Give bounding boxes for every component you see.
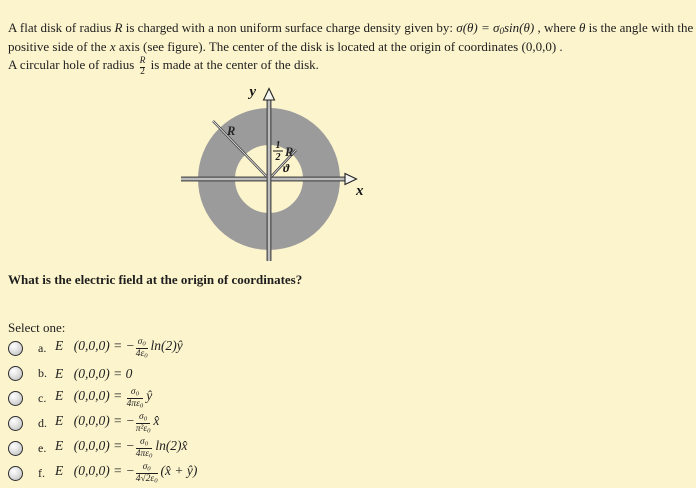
select-one-label: Select one: <box>8 320 66 335</box>
formula-lhs: E⃗(0,0,0) = <box>55 388 126 403</box>
formula-lhs: E⃗(0,0,0) = − <box>55 438 135 453</box>
numerator-subscript: 0 <box>147 465 151 473</box>
radio-button-a[interactable] <box>8 341 23 356</box>
half-fraction-numerator: 1 <box>275 140 281 151</box>
option-formula <box>55 462 197 485</box>
charge-density-formula: sin(θ) <box>503 20 535 35</box>
problem-statement <box>8 18 694 56</box>
radio-button-c[interactable] <box>8 391 23 406</box>
formula-fraction <box>127 387 144 410</box>
fraction-denominator: 4√2ε <box>135 474 155 484</box>
theta-angle-label: ϑ <box>283 161 290 175</box>
radio-button-f[interactable] <box>8 466 23 481</box>
disk-figure <box>178 82 378 264</box>
x-symbol: x <box>109 39 116 54</box>
option-letter: e. <box>38 441 47 455</box>
denominator-subscript: 0 <box>147 427 151 435</box>
fraction-denominator: 4ε <box>135 349 145 359</box>
half-radius-fraction <box>140 57 146 78</box>
denominator-subscript: 0 <box>154 477 158 485</box>
formula-lhs: E⃗(0,0,0) = − <box>55 413 135 428</box>
option-d[interactable] <box>8 411 197 436</box>
charge-density-formula: σ(θ) = σ <box>456 20 500 35</box>
fraction-numerator: σ <box>130 387 136 398</box>
formula-fraction <box>136 337 148 360</box>
fraction-numerator: σ <box>142 462 148 473</box>
option-formula <box>55 337 183 360</box>
fraction-numerator: σ <box>137 337 143 348</box>
radio-button-b[interactable] <box>8 366 23 381</box>
option-letter: c. <box>38 391 47 405</box>
half-fraction-denominator: 2 <box>275 152 281 163</box>
statement-text: A circular hole of radius <box>8 57 138 72</box>
formula-rhs: ln(2)ŷ <box>150 338 183 353</box>
radio-button-d[interactable] <box>8 416 23 431</box>
answer-options <box>8 336 197 486</box>
sigma-subscript: 0 <box>499 25 504 36</box>
formula-rhs: ŷ <box>146 388 153 403</box>
hole-statement <box>8 57 319 78</box>
numerator-subscript: 0 <box>144 440 149 448</box>
origin-coordinates: (0,0,0) . <box>521 39 563 54</box>
option-e[interactable] <box>8 436 197 461</box>
radius-symbol: R <box>114 20 123 35</box>
option-f[interactable] <box>8 461 197 486</box>
option-b[interactable] <box>8 361 197 386</box>
fraction-numerator: R <box>139 56 146 67</box>
fraction-denominator: 2 <box>140 67 145 77</box>
numerator-subscript: 0 <box>143 415 148 423</box>
denominator-subscript: 0 <box>139 402 144 410</box>
fraction-denominator: 4πε <box>135 449 149 459</box>
outer-radius-label: R <box>227 124 236 138</box>
y-axis-label: y <box>249 84 256 100</box>
numerator-subscript: 0 <box>142 340 146 348</box>
fraction-numerator: σ <box>140 437 145 448</box>
option-formula <box>55 412 159 435</box>
numerator-subscript: 0 <box>135 390 139 398</box>
fraction-numerator: σ <box>139 412 144 423</box>
statement-text: A flat disk of radius <box>8 20 115 35</box>
option-letter: d. <box>38 416 47 430</box>
formula-lhs: E⃗(0,0,0) = − <box>55 338 135 353</box>
formula-fraction <box>136 437 153 460</box>
fraction-denominator: 4πε <box>126 399 140 409</box>
formula-rhs: ln(2)x̂ <box>155 438 188 453</box>
theta-symbol: θ <box>578 20 586 35</box>
statement-text: axis (see figure). The center of the disk is located at the origin of coordinates <box>115 39 522 54</box>
option-c[interactable] <box>8 386 197 411</box>
option-letter: b. <box>38 366 47 380</box>
option-a[interactable] <box>8 336 197 361</box>
option-letter: f. <box>38 466 45 480</box>
statement-text: is made at the center of the disk. <box>147 57 319 72</box>
fraction-denominator: π²ε <box>135 424 148 434</box>
option-formula <box>55 437 188 460</box>
formula-fraction <box>136 412 151 435</box>
formula-lhs: E⃗(0,0,0) = 0 <box>55 365 133 381</box>
denominator-subscript: 0 <box>144 352 148 360</box>
option-formula <box>55 366 132 382</box>
question-prompt: What is the electric field at the origin of coordinates? <box>8 272 303 287</box>
option-letter: a. <box>38 341 47 355</box>
formula-lhs: E⃗(0,0,0) = − <box>55 463 135 478</box>
statement-text: is the angle with the positive side of the <box>8 20 694 54</box>
x-axis-label: x <box>356 183 364 199</box>
option-formula <box>55 387 152 410</box>
radio-button-e[interactable] <box>8 441 23 456</box>
denominator-subscript: 0 <box>148 452 153 460</box>
y-axis-arrowhead-icon <box>264 89 275 101</box>
statement-text: is charged with a non uniform surface charge density given by: <box>122 20 457 35</box>
formula-rhs: x̂ <box>153 413 160 428</box>
statement-text: , where <box>534 20 579 35</box>
inner-radius-label: R <box>285 145 294 159</box>
formula-rhs: (x̂ + ŷ) <box>160 463 198 478</box>
x-axis-arrowhead-icon <box>345 174 357 185</box>
formula-fraction <box>136 462 158 485</box>
